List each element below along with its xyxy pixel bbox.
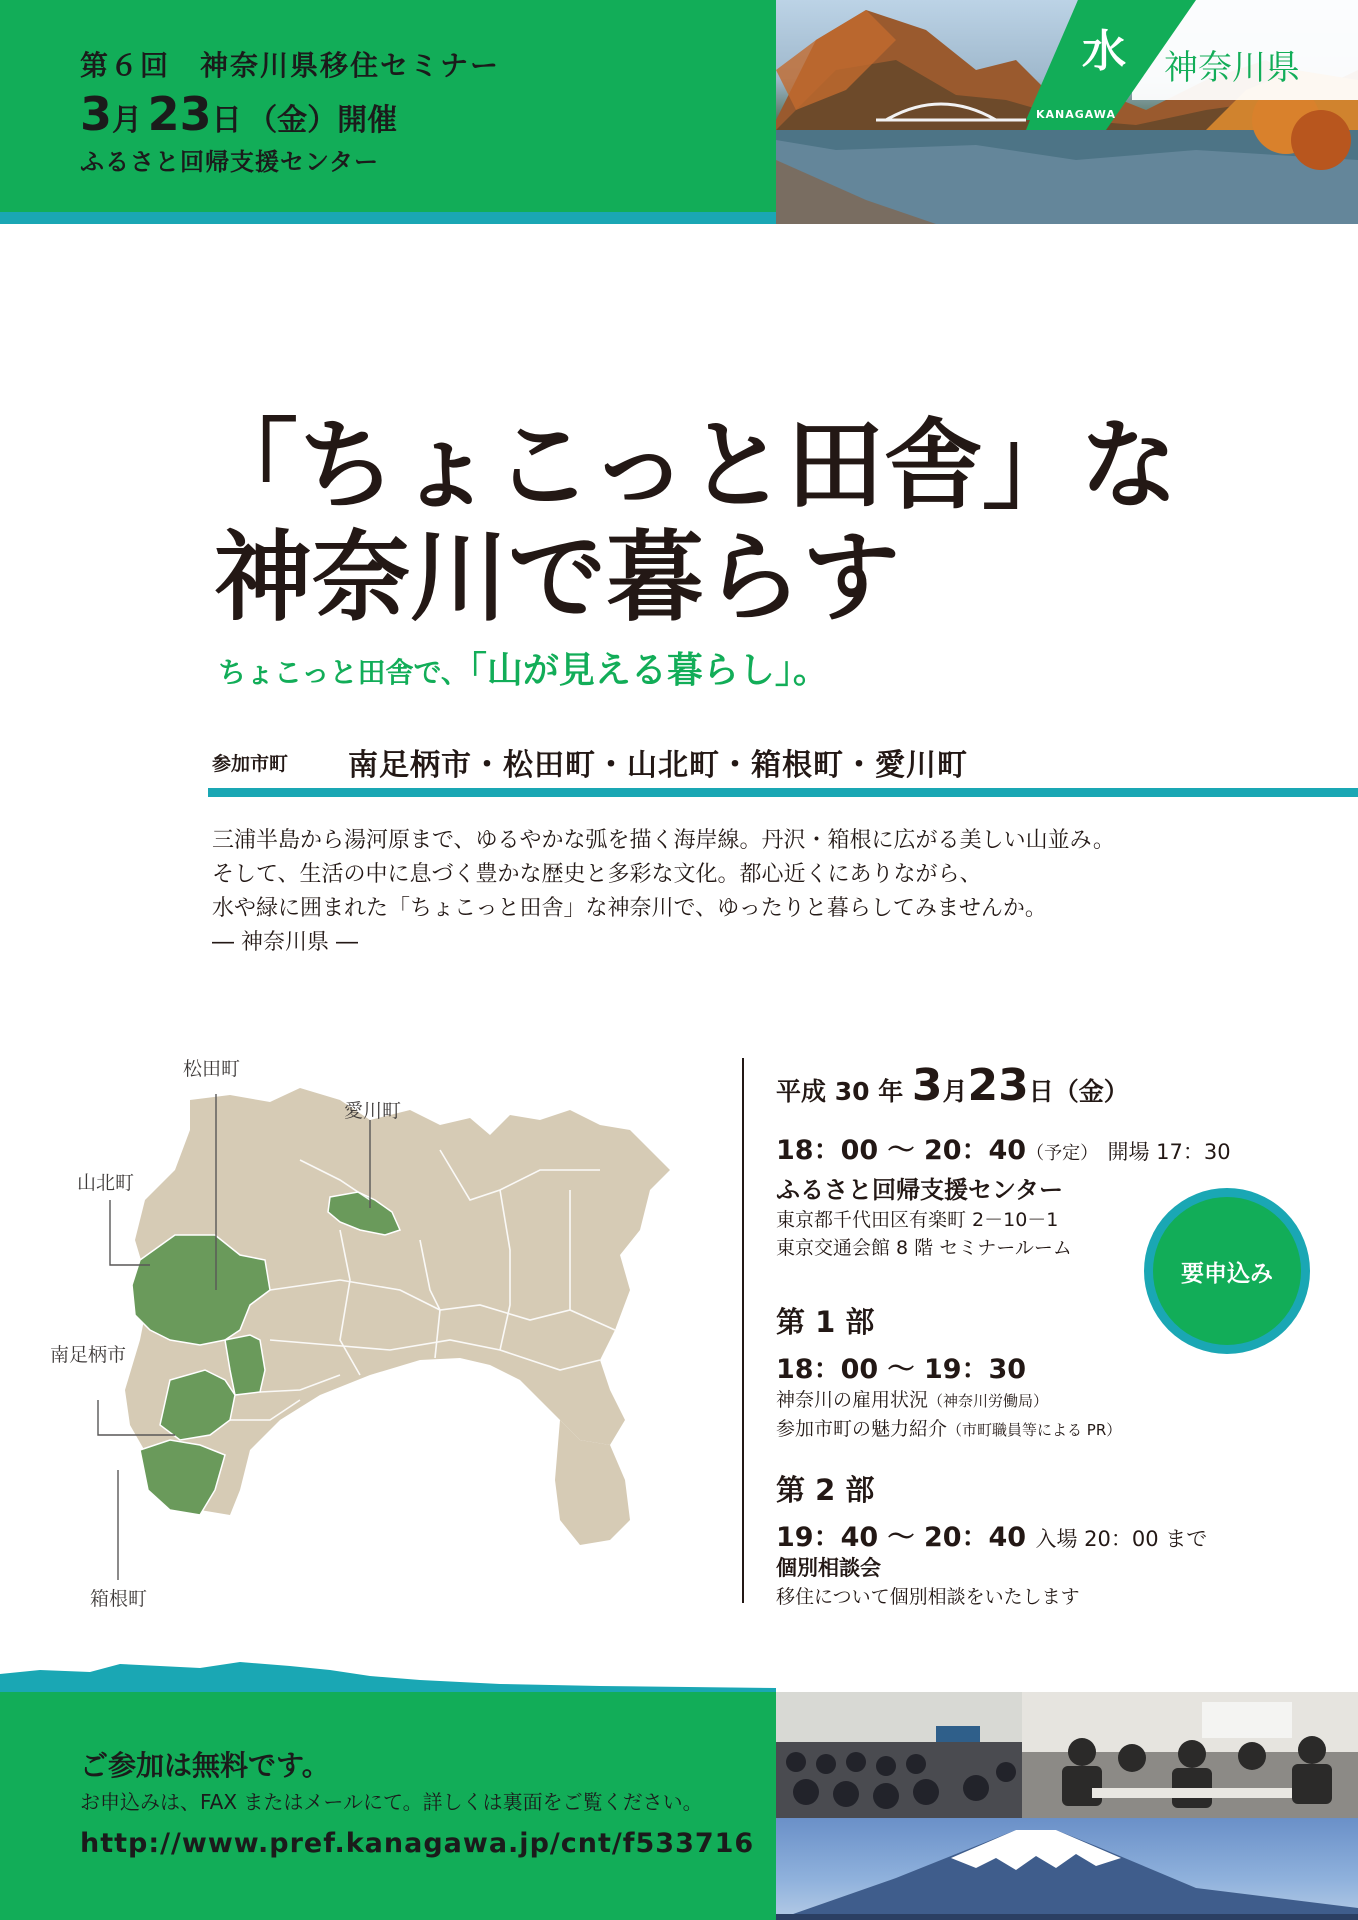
event-time: 18：00 ～ 20：40（予定） 開場 17：30 bbox=[776, 1135, 1231, 1166]
mountain-silhouette bbox=[0, 1660, 776, 1692]
map-label-aikawa: 愛川町 bbox=[344, 1100, 402, 1122]
kanagawa-logo-sub: KANAGAWA bbox=[1036, 108, 1116, 121]
map-label-yamakita: 山北町 bbox=[77, 1172, 135, 1194]
consultation-scene bbox=[1022, 1692, 1358, 1818]
part2-block bbox=[776, 1468, 1207, 1611]
part1-heading: 第 1 部 bbox=[776, 1305, 875, 1339]
part2-item1: 個別相談会 bbox=[776, 1556, 881, 1580]
seminar-scene bbox=[776, 1692, 1022, 1818]
part2-heading: 第 2 部 bbox=[776, 1473, 875, 1507]
kanagawa-emblem-icon: ⽔ bbox=[1082, 26, 1126, 77]
part1-item1: 神奈川の雇用状況（神奈川労働局） bbox=[776, 1389, 1049, 1411]
part1-item2: 参加市町の魅力紹介（市町職員等による PR） bbox=[776, 1418, 1122, 1440]
event-date: 平成 30 年 3月23日（金） bbox=[776, 1060, 1129, 1111]
kanagawa-map bbox=[40, 1040, 720, 1620]
registration-required-badge: 要申込み bbox=[1144, 1188, 1310, 1354]
info-divider bbox=[742, 1058, 744, 1603]
part2-item2: 移住について個別相談をいたします bbox=[776, 1586, 1080, 1608]
free-participation: ご参加は無料です。 bbox=[80, 1749, 330, 1782]
mount-fuji-photo bbox=[776, 1818, 1358, 1920]
website-link[interactable]: http://www.pref.kanagawa.jp/cnt/f533716 bbox=[80, 1828, 755, 1859]
divider-rule bbox=[208, 788, 1358, 797]
participating-towns: 参加市町 南足柄市・松田町・山北町・箱根町・愛川町 bbox=[212, 748, 968, 783]
part2-time: 19：40 ～ 20：40 入場 20：00 まで bbox=[776, 1522, 1208, 1553]
seminar-title: 第６回 神奈川県移住セミナー bbox=[80, 49, 501, 82]
application-note: お申込みは、FAX またはメールにて。詳しくは裏面をご覧ください。 bbox=[80, 1790, 703, 1814]
lake-bridge-photo bbox=[776, 0, 1358, 224]
seminar-audience-photo bbox=[776, 1692, 1022, 1818]
event-address: 東京都千代田区有楽町 2－10－1 東京交通会館 8 階 セミナールーム bbox=[776, 1209, 1072, 1259]
consultation-photo bbox=[1022, 1692, 1358, 1818]
part1-block bbox=[776, 1300, 1121, 1444]
kanagawa-logo-text: 神奈川県 bbox=[1164, 48, 1300, 88]
map-label-matsuda: 松田町 bbox=[183, 1058, 241, 1080]
main-title: 「ちょこっと田舎」な 神奈川で暮らす bbox=[200, 409, 1179, 635]
header-stripe bbox=[0, 212, 776, 224]
map-label-minamiashigara: 南足柄市 bbox=[50, 1344, 127, 1366]
prefecture-map bbox=[40, 1040, 720, 1620]
intro-text: 三浦半島から湯河原まで、ゆるやかな弧を描く海岸線。丹沢・箱根に広がる美しい山並み。 そして、生活の中に息づく豊かな歴史と多彩な文化。都心近くにありながら、 水や緑に囲まれた「ちょこっと田舎」な神奈川で、ゆったりと暮らしてみませんか。 ― 神奈川県 ― bbox=[212, 828, 1115, 955]
part1-time: 18：00 ～ 19：30 bbox=[776, 1354, 1027, 1385]
header-venue: ふるさと回帰支援センター bbox=[80, 148, 380, 176]
mount-fuji-scene bbox=[776, 1818, 1358, 1920]
event-venue: ふるさと回帰支援センター bbox=[776, 1176, 1064, 1204]
header-date: 3月 23日 （金）開催 bbox=[80, 87, 398, 141]
map-label-hakone: 箱根町 bbox=[90, 1588, 148, 1610]
catchphrase: ちょこっと田舎で、「山が見える暮らし」。 bbox=[218, 650, 829, 691]
